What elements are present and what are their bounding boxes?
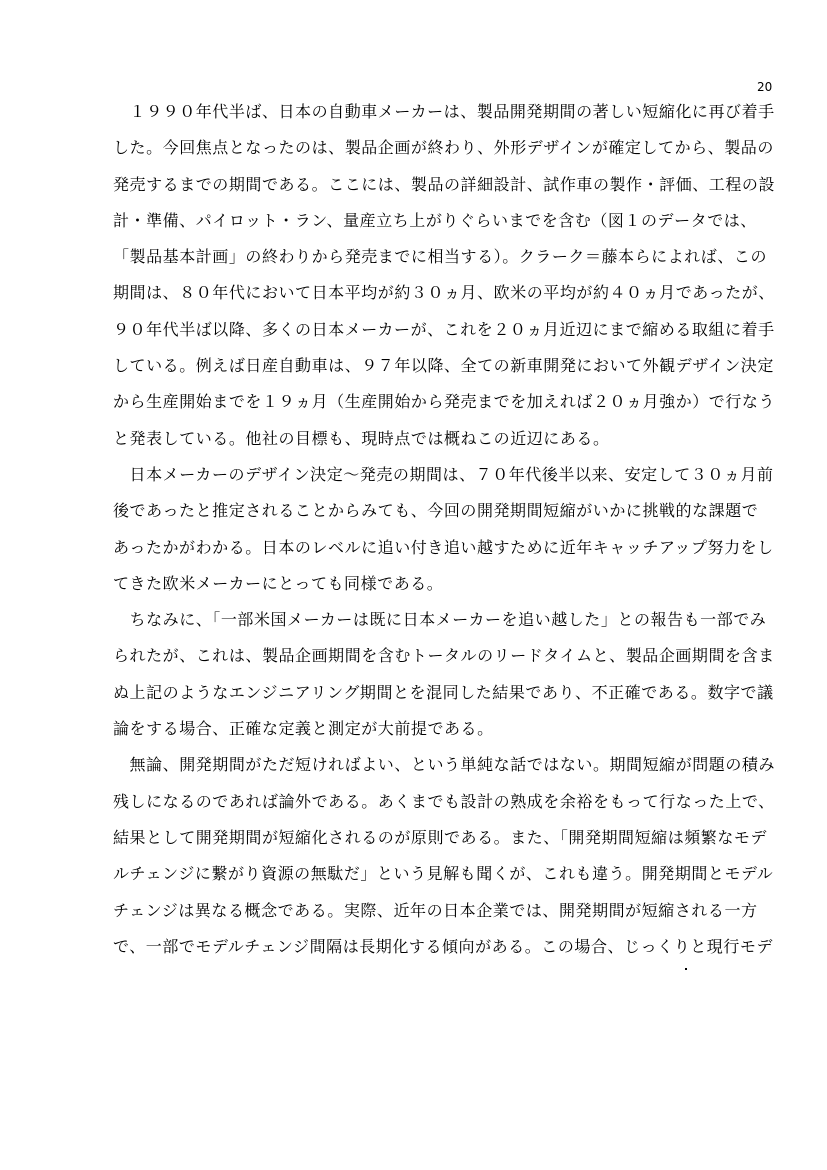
text-line: １９９０年代半ば、日本の自動車メーカーは、製品開発期間の著しい短縮化に再び着手 <box>113 102 775 121</box>
text-line: した。今回焦点となったのは、製品企画が終わり、外形デザインが確定してから、製品の <box>113 138 774 158</box>
text-line: 論をする場合、正確な定義と測定が大前提である。 <box>113 719 494 739</box>
text-line: 残しになるのであれば論外である。あくまでも設計の熟成を余裕をもって行なった上で、 <box>113 791 775 811</box>
text-line: で、一部でモデルチェンジ間隔は長期化する傾向がある。この場合、じっくりと現行モデ <box>113 936 774 956</box>
text-line: 期間は、８０年代において日本平均が約３０ヵ月、欧米の平均が約４０ヵ月であったが、 <box>113 283 775 303</box>
text-line: 発売するまでの期間である。ここには、製品の詳細設計、試作車の製作・評価、工程の設 <box>113 174 776 194</box>
text-line: 後であったと推定されることからみても、今回の開発期間短縮がいかに挑戦的な課題で <box>113 501 759 521</box>
text-line: チェンジは異なる概念である。実際、近年の日本企業では、開発期間が短縮される一方 <box>113 900 758 920</box>
text-line: 無論、開発期間がただ短ければよい、という単純な話ではない。期間短縮が問題の積み <box>113 755 776 775</box>
text-line: られたが、これは、製品企画期間を含むトータルのリードタイムと、製品企画期間を含ま <box>113 646 775 666</box>
text-line: てきた欧米メーカーにとっても同様である。 <box>113 573 444 593</box>
text-line: から生産開始までを１９ヵ月（生産開始から発売までを加えれば２０ヵ月強か）で行なう <box>113 392 776 412</box>
text-line: ９０年代半ば以降、多くの日本メーカーが、これを２０ヵ月近辺にまで縮める取組に着手 <box>113 319 775 339</box>
text-line: 結果として開発期間が短縮化されるのが原則である。また、「開発期間短縮は頻繁なモデ <box>113 827 768 847</box>
text-line: 「製品基本計画」の終わりから発売までに相当する）。クラーク＝藤本らによれば、この <box>113 247 768 267</box>
body-text <box>113 94 783 965</box>
text-line: している。例えば日産自動車は、９７年以降、全ての新車開発において外観デザイン決定 <box>113 356 774 376</box>
text-line: あったかがわかる。日本のレベルに追い付き追い越すために近年キャッチアップ努力をし <box>113 537 774 557</box>
text-line: ぬ上記のようなエンジニアリング期間とを混同した結果であり、不正確である。数字で議 <box>113 682 774 702</box>
text-line: ちなみに、「一部米国メーカーは既に日本メーカーを追い越した」との報告も一部でみ <box>113 610 767 630</box>
text-line: 日本メーカーのデザイン決定～発売の期間は、７０年代後半以来、安定して３０ヵ月前 <box>113 464 774 484</box>
text-line: と発表している。他社の目標も、現時点では概ねこの近辺にある。 <box>113 428 610 448</box>
text-line: 計・準備、パイロット・ラン、量産立ち上がりぐらいまでを含む（図１のデータでは、 <box>113 210 757 230</box>
text-line: ルチェンジに繋がり資源の無駄だ」という見解も聞くが、これも違う。開発期間とモデル <box>113 864 774 884</box>
scan-speck <box>685 968 687 970</box>
page-number: 20 <box>757 80 773 94</box>
